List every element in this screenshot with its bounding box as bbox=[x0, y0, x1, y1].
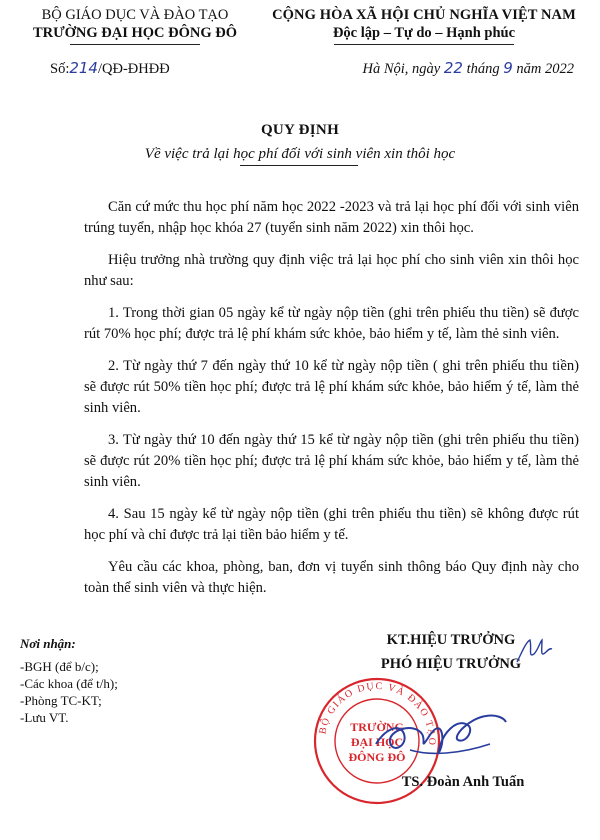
school-name: TRƯỜNG ĐẠI HỌC ĐÔNG ĐÔ bbox=[32, 25, 238, 41]
body-paragraph: 4. Sau 15 ngày kể từ ngày nộp tiền (ghi trên phiếu thu tiền) sẽ không được rút học phí và chỉ được trả lại tiền bảo hiểm y tế. bbox=[84, 506, 579, 543]
initials-mark bbox=[514, 634, 554, 668]
doc-number-prefix: Số: bbox=[50, 61, 70, 77]
body-paragraph: 3. Từ ngày thứ 10 đến ngày thứ 15 kể từ ngày nộp tiền (ghi trên phiếu thu tiền) sẽ được rút 20% tiền học phí; được trả lệ phí khám sức khỏe, bảo hiểm y tế, làm thẻ sinh viên. bbox=[84, 432, 579, 490]
republic-name: CỘNG HÒA XÃ HỘI CHỦ NGHĨA VIỆT NAM bbox=[272, 7, 576, 23]
seal-ring-text: BỘ GIÁO DỤC VÀ ĐÀO TẠO bbox=[317, 680, 438, 747]
document-title: QUY ĐỊNH bbox=[260, 122, 340, 138]
body-paragraph: 1. Trong thời gian 05 ngày kể từ ngày nộp tiền (ghi trên phiếu thu tiền) sẽ được rút 70% học phí; được trả lệ phí khám sức khỏe, bảo hiểm y tế, làm thẻ sinh viên. bbox=[84, 305, 579, 342]
recipient-item: -Phòng TC-KT; bbox=[20, 693, 102, 708]
signature-title-line1: KT.HIỆU TRƯỞNG bbox=[386, 632, 516, 648]
date-place: Hà Nội, ngày bbox=[362, 61, 441, 77]
document-subtitle: Về việc trả lại học phí đối với sinh viên xin thôi học bbox=[144, 146, 456, 162]
seal-text-bottom: ĐÔNG ĐÔ bbox=[348, 750, 406, 764]
doc-number-suffix: /QĐ-ĐHĐĐ bbox=[97, 61, 170, 77]
national-motto: Độc lập – Tự do – Hạnh phúc bbox=[332, 25, 516, 41]
recipients-heading: Nơi nhận: bbox=[20, 636, 76, 651]
document-body bbox=[84, 197, 579, 610]
doc-number-handwritten: 214 bbox=[69, 59, 98, 77]
recipient-item: -Các khoa (để t/h); bbox=[20, 676, 118, 691]
handwritten-signature bbox=[370, 700, 510, 770]
ministry-name: BỘ GIÁO DỤC VÀ ĐÀO TẠO bbox=[41, 7, 229, 23]
body-paragraph: Yêu cầu các khoa, phòng, ban, đơn vị tuyển sinh thông báo Quy định này cho toàn thể sinh viên và thực hiện. bbox=[84, 559, 579, 596]
date-month-label: tháng bbox=[466, 61, 500, 77]
signer-name: TS. Đoàn Anh Tuấn bbox=[401, 774, 525, 790]
date-year: năm 2022 bbox=[516, 61, 574, 77]
header-rule-left bbox=[70, 44, 200, 45]
signature-title-line2: PHÓ HIỆU TRƯỞNG bbox=[380, 656, 522, 672]
seal-text-top: TRƯỜNG bbox=[350, 720, 404, 734]
recipient-item: -BGH (để b/c); bbox=[20, 659, 99, 674]
date-line bbox=[362, 58, 574, 79]
header-rule-right bbox=[334, 44, 514, 45]
body-paragraph: 2. Từ ngày thứ 7 đến ngày thứ 10 kể từ ngày nộp tiền ( ghi trên phiếu thu tiền) sẽ được rút 50% tiền học phí; được trả lệ phí khám sức khỏe, bảo hiểm ý tế, làm thẻ sinh viên. bbox=[84, 358, 579, 416]
document-number bbox=[50, 58, 170, 79]
body-paragraph: Căn cứ mức thu học phí năm học 2022 -2023 và trả lại học phí đối với sinh viên trúng tuyển, nhập học khóa 27 (tuyển sinh năm 2022) xin thôi học. bbox=[84, 199, 579, 236]
subtitle-underline bbox=[240, 165, 358, 166]
seal-text-mid: ĐẠI HỌC bbox=[350, 735, 404, 749]
body-paragraph: Hiệu trưởng nhà trường quy định việc trả lại học phí cho sinh viên xin thôi học như sau: bbox=[84, 252, 579, 289]
recipient-item: -Lưu VT. bbox=[20, 710, 69, 725]
date-month-handwritten: 9 bbox=[503, 59, 513, 77]
date-day-handwritten: 22 bbox=[443, 59, 463, 77]
